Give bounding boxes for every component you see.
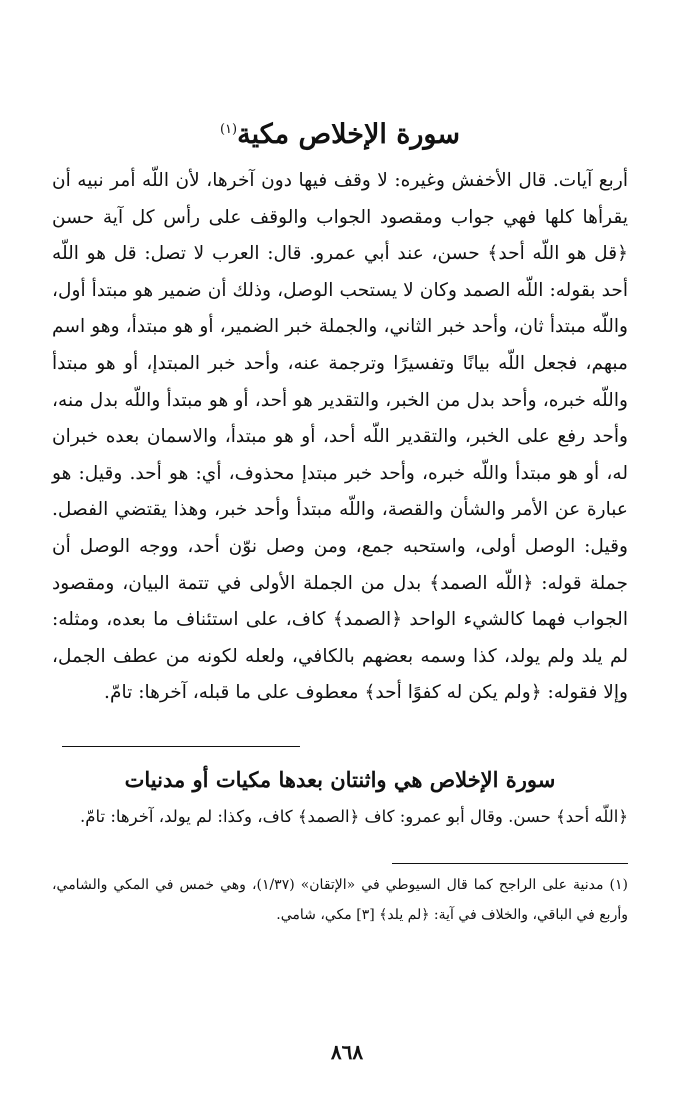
- footnote-separator: [392, 863, 628, 864]
- main-paragraph: أربع آيات. قال الأخفش وغيره: لا وقف فيها دون آخرها، لأن اللّه أمر نبيه أن يقرأها كلها فهي جواب ومقصود الجواب والوقف على رأس كل آية حسن ﴿قل هو اللّه أحد﴾ حسن، عند أبي عمرو. قال: العرب لا تصل: قل هو اللّه أحد بقوله: اللّه الصمد وكان لا يستحب الوصل، وذلك أن ضمير هو مبتدأ أول، واللّه مبتدأ ثان، وأحد خبر الثاني، والجملة خبر الضمير، أو هو مبتدأ، وهو اسم مبهم، فجعل اللّه بيانًا وتفسيرًا وترجمة عنه، وأحد خبر المبتدإ، أو هو مبتدأ واللّه خبره، وأحد بدل من الخبر، والتقدير هو أحد، أو هو مبتدأ واللّه بدل منه، وأحد رفع على الخبر، والتقدير اللّه أحد، أو هو مبتدأ، والاسمان بعده خبران له، أو هو مبتدأ واللّه خبره، وأحد خبر مبتدإ محذوف، أي: هو أحد. وقيل: هو عبارة عن الأمر والشأن والقصة، واللّه مبتدأ وأحد خبر، وهذا يقتضي الفصل. وقيل: الوصل أولى، واستحبه جمع، ومن وصل نوّن أحد، ووجه الوصل أن جملة قوله: ﴿اللّه الصمد﴾ بدل من الجملة الأولى في تتمة البيان، ومقصود الجواب فهما كالشيء الواحد ﴿الصمد﴾ كاف، على استئناف ما بعده، ومثله: لم يلد ولم يولد، كذا وسمه بعضهم بالكافي، ولعله لكونه من عطف الجمل، وإلا فقوله: ﴿ولم يكن له كفوًا أحد﴾ معطوف على ما قبله، آخرها: تامّ.: [52, 170, 628, 704]
- section-divider-wrap: [52, 712, 628, 747]
- surah-title: [52, 0, 628, 155]
- page-number: ٨٦٨: [330, 1040, 364, 1064]
- surah-title-text: سورة الإخلاص مكية: [237, 119, 461, 150]
- title-footnote-marker: (١): [219, 122, 238, 137]
- section-heading: سورة الإخلاص هي واثنتان بعدها مكيات أو مدنيات: [124, 766, 556, 792]
- footnote: (١) مدنية على الراجح كما قال السيوطي في «الإتقان» (١/٣٧)، وهي خمس في المكي والشامي، وأربع في الباقي، والخلاف في آية: ﴿لم يلد﴾ [٣] مكي، شامي.: [52, 876, 628, 923]
- section-divider: [62, 746, 300, 747]
- section-paragraph: ﴿اللّه أحد﴾ حسن. وقال أبو عمرو: كاف ﴿الصمد﴾ كاف، وكذا: لم يولد، آخرها: تامّ.: [80, 806, 628, 826]
